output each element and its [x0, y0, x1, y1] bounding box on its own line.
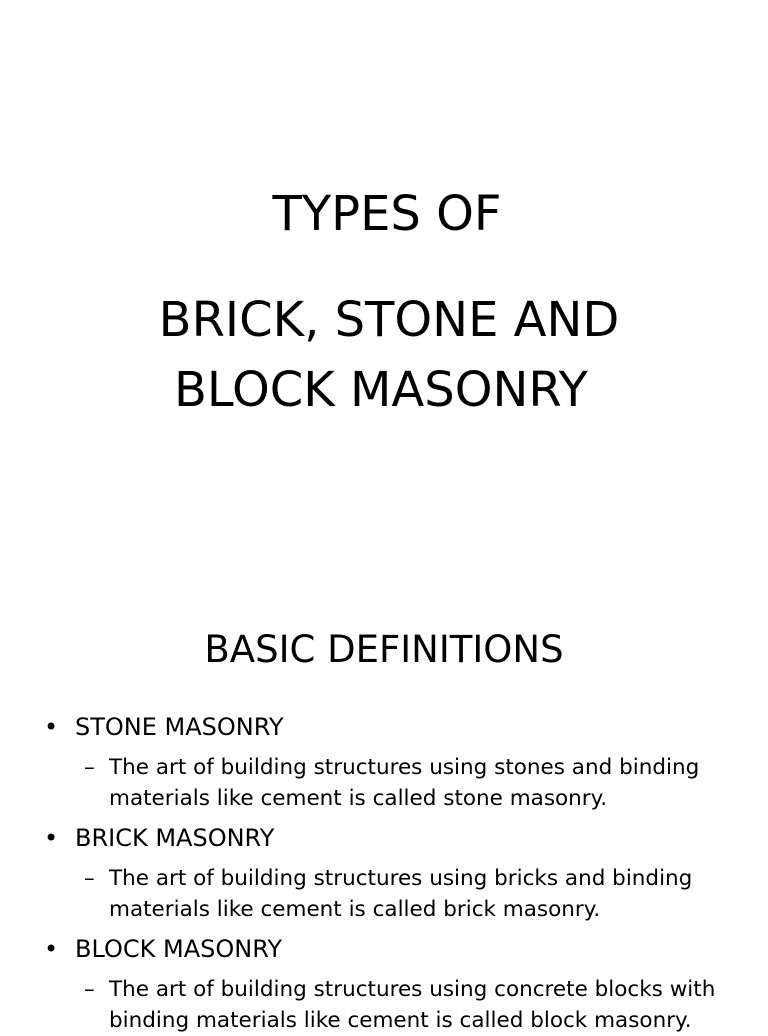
bullet-stone-masonry [44, 712, 284, 742]
bullet-icon: • [44, 824, 59, 852]
definition-brick-masonry [84, 863, 692, 925]
bullet-term: STONE MASONRY [75, 713, 284, 741]
definition-line: The art of building structures using stones and binding [109, 755, 700, 780]
dash-icon: – [84, 755, 95, 780]
section-heading: BASIC DEFINITIONS [204, 628, 564, 671]
definitions-slide [0, 576, 768, 1033]
bullet-block-masonry [44, 934, 282, 964]
bullet-term: BLOCK MASONRY [75, 935, 282, 963]
definition-line: binding materials like cement is called block masonry. [109, 1008, 692, 1033]
definition-stone-masonry [84, 752, 699, 814]
bullet-brick-masonry [44, 823, 274, 853]
dash-icon: – [84, 866, 95, 891]
definition-line: materials like cement is called stone masonry. [109, 786, 608, 811]
bullet-term: BRICK MASONRY [75, 824, 275, 852]
title-line-2: BRICK, STONE AND [158, 292, 620, 348]
bullet-icon: • [44, 935, 59, 963]
title-line-3: BLOCK MASONRY [174, 362, 588, 418]
definition-line: The art of building structures using bricks and binding [109, 866, 693, 891]
title-line-1: TYPES OF [272, 186, 502, 242]
definition-line: materials like cement is called brick masonry. [109, 897, 601, 922]
dash-icon: – [84, 977, 95, 1002]
bullet-icon: • [44, 713, 59, 741]
definition-line: The art of building structures using concrete blocks with [109, 977, 716, 1002]
definition-block-masonry [84, 974, 715, 1036]
